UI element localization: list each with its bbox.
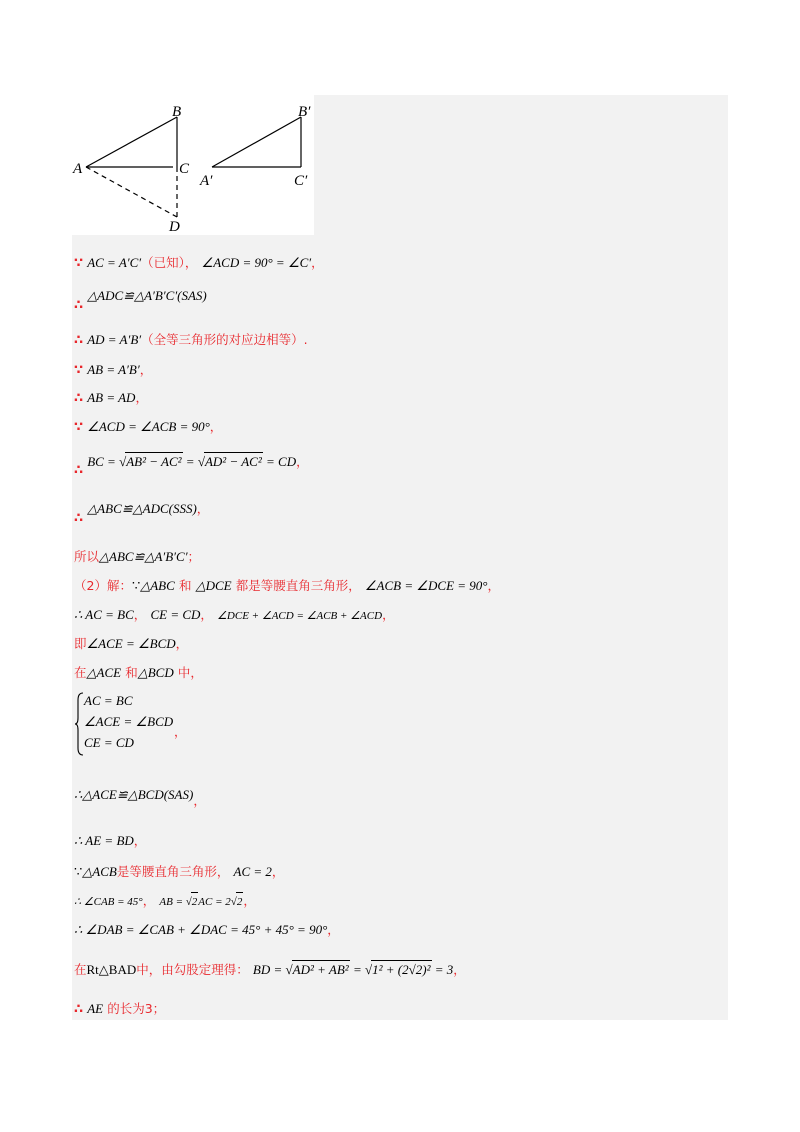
proof-line-12: 即∠ACE = ∠BCD， — [74, 636, 189, 651]
label-B: B — [172, 104, 182, 120]
triangle-diagram — [72, 95, 314, 235]
label-C: C — [179, 161, 190, 177]
proof-line-7: ∴ BC = √AB² − AC² = √AD² − AC² = CD， — [74, 454, 309, 478]
therefore-symbol: ∴ — [74, 333, 84, 348]
proof-line-3: ∴ AD = A′B′（全等三角形的对应边相等）. — [74, 332, 308, 348]
solution-part2-line: （2）解：∵△ABC 和 △DCE 都是等腰直角三角形， ∠ACB = ∠DCE = 90°， — [74, 578, 501, 593]
because-symbol: ∵ — [74, 256, 84, 271]
proof-line-9: 所以△ABC≌△A′B′C′； — [74, 549, 201, 564]
proof-line-15: ∴ AE = BD， — [74, 833, 147, 848]
proof-line-8: ∴ △ABC≌△ADC(SSS)， — [74, 501, 210, 526]
proof-line-11: ∴ AC = BC， CE = CD， ∠DCE + ∠ACD = ∠ACB + ∠ACD， — [74, 607, 395, 622]
proof-line-17: ∴ ∠CAB = 45°， AB = √2AC = 2√2， — [74, 892, 256, 911]
segment-A2B2 — [212, 117, 301, 167]
label-A: A — [73, 161, 83, 177]
proof-line-16: ∵△ACB是等腰直角三角形， AC = 2， — [74, 864, 285, 879]
because-symbol: ∵ — [74, 420, 84, 435]
geometry-figure — [72, 95, 314, 235]
label-C-prime: C′ — [294, 173, 308, 189]
proof-line-4: ∵ AB = A′B′， — [74, 362, 153, 378]
label-A-prime: A′ — [200, 173, 213, 189]
proof-line-19: 在Rt△BAD中，由勾股定理得： BD = √AD² + AB² = √1² + (2√2)² = 3， — [74, 962, 466, 977]
because-symbol: ∵ — [74, 363, 84, 378]
proof-line-20: ∴ AE 的长为3； — [74, 1001, 166, 1017]
segment-AD-dashed — [86, 167, 177, 217]
left-brace — [74, 692, 84, 756]
proof-line-1: ∵ AC = A′C′（已知）， ∠ACD = 90° = ∠C′， — [74, 255, 324, 271]
proof-line-13: 在△ACE 和△BCD 中， — [74, 665, 203, 680]
therefore-symbol: ∴ — [74, 511, 84, 526]
proof-line-6: ∵ ∠ACD = ∠ACB = 90°， — [74, 419, 223, 435]
therefore-symbol: ∴ — [74, 391, 84, 406]
therefore-symbol: ∴ — [74, 463, 84, 478]
label-B-prime: B′ — [298, 104, 311, 120]
proof-line-14: ∴△ACE≌△BCD(SAS)， — [74, 787, 206, 808]
proof-line-18: ∴ ∠DAB = ∠CAB + ∠DAC = 45° + 45° = 90°， — [74, 922, 340, 937]
therefore-symbol: ∴ — [74, 298, 84, 313]
proof-line-2: ∴ △ADC≌△A′B′C′(SAS) — [74, 288, 207, 313]
label-D: D — [169, 219, 180, 235]
proof-line-5: ∴ AB = AD， — [74, 390, 148, 406]
segment-AB — [86, 117, 177, 167]
system-rows: AC = BC ∠ACE = ∠BCD CE = CD — [84, 693, 174, 750]
